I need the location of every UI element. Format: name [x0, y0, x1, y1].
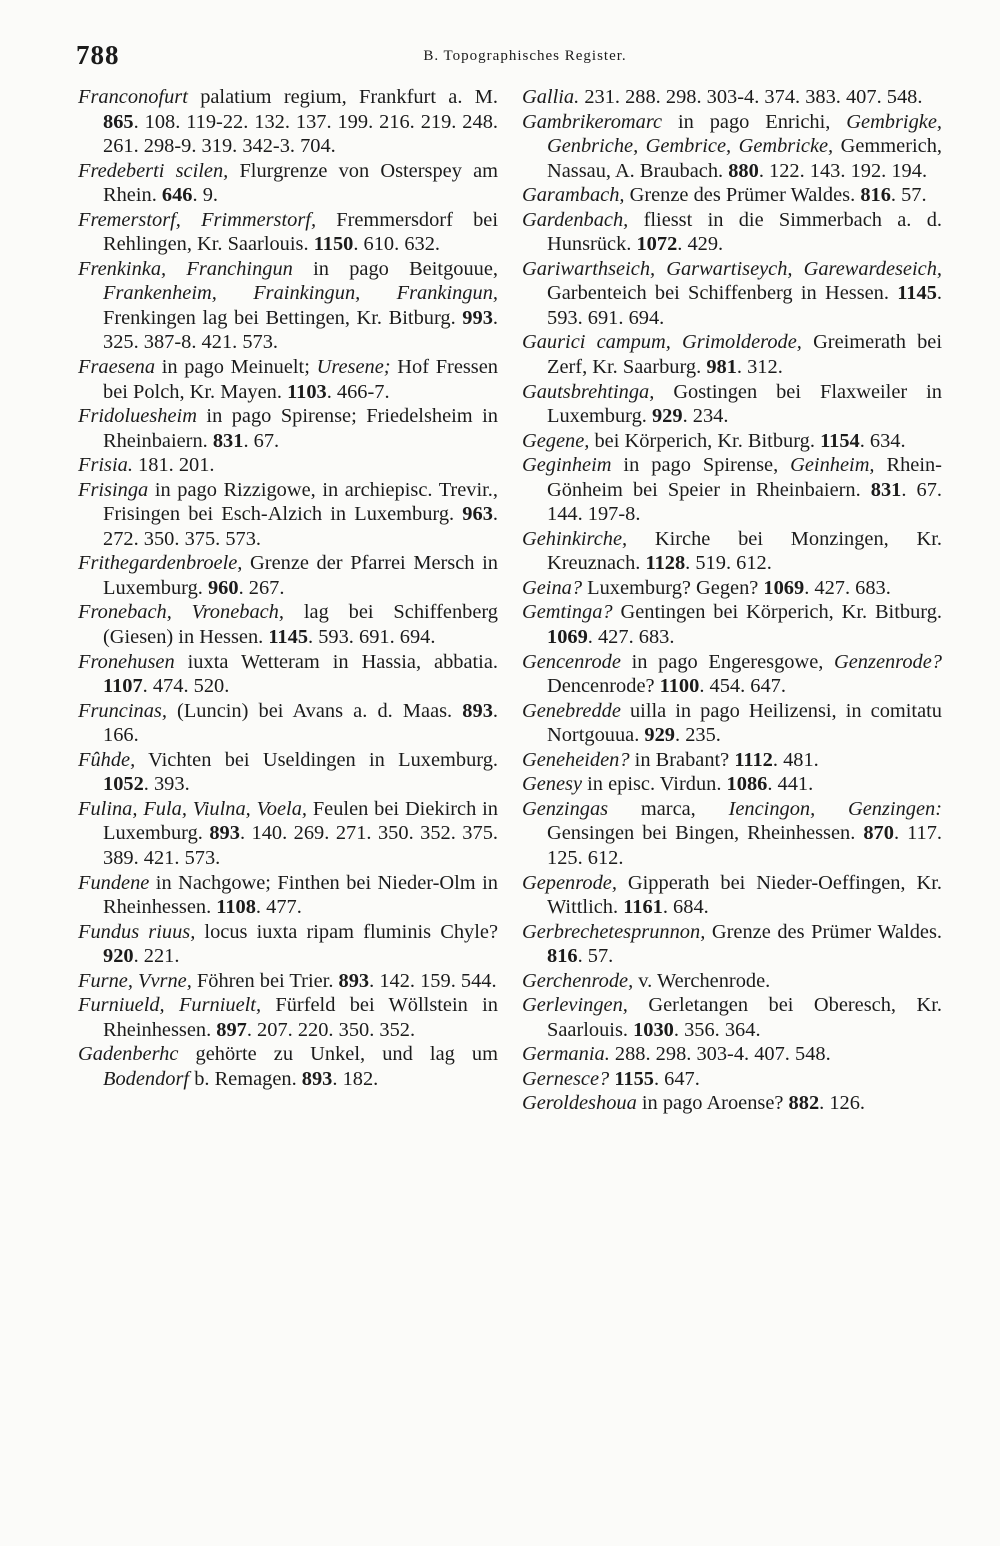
index-entry: [522, 699, 942, 748]
variant-name: Bodendorf: [103, 1067, 190, 1090]
entry-headword: Franconofurt: [78, 86, 188, 108]
entry-headword: Gambrikeromarc: [522, 110, 663, 133]
entry-text: Gerletangen bei Oberesch, Kr. Saarlouis.: [547, 994, 942, 1041]
entry-text: Garbenteich bei Schiffenberg in Hessen.: [547, 282, 898, 305]
entry-headword: Furne, Vvrne,: [78, 969, 192, 992]
entry-headword: Gautsbrehtinga,: [522, 380, 655, 403]
entry-text: Kirche bei Monzingen, Kr. Kreuznach.: [547, 527, 942, 575]
entry-text: marca,: [608, 797, 729, 820]
index-entry: [522, 748, 942, 773]
document-number: 993: [462, 306, 493, 329]
entry-text: . 325. 387-8. 421. 573.: [103, 306, 498, 354]
entry-text: . 519. 612.: [685, 552, 772, 575]
entry-text: b. Remagen.: [189, 1067, 302, 1090]
entry-text: . 67.: [243, 429, 280, 452]
entry-text: in pago Beitgouue,: [292, 257, 498, 280]
entry-headword: Gallia.: [522, 86, 580, 108]
entry-text: . 9.: [192, 184, 218, 207]
entry-text: Frenkingen lag bei Bettingen, Kr. Bitburg.: [103, 306, 463, 329]
entry-text: . 182.: [332, 1067, 379, 1090]
entry-text: . 593. 691. 694.: [308, 626, 436, 649]
entry-headword: Geginheim: [522, 454, 612, 477]
entry-text: Grenze des Prümer Waldes.: [624, 184, 861, 207]
document-number: 1145: [897, 282, 937, 305]
entry-text: . 427. 683.: [804, 576, 891, 599]
entry-text: . 67. 144. 197-8.: [547, 478, 942, 526]
entry-text: 288. 298. 303-4. 407. 548.: [609, 1043, 831, 1066]
index-entry: [522, 772, 942, 797]
index-entry: [78, 920, 498, 969]
right-column: [522, 85, 942, 1116]
entry-headword: Gernesce?: [522, 1067, 610, 1090]
entry-text: . 108. 119-22. 132. 137. 199. 216. 219. 248. 261. 298-9. 319. 342-3. 704.: [103, 110, 498, 158]
index-entry: [78, 797, 498, 871]
entry-headword: Geneheiden?: [522, 748, 630, 771]
entry-text: . 593. 691. 694.: [547, 282, 942, 329]
variant-name: Geinheim,: [790, 454, 875, 477]
document-number: 1150: [313, 233, 354, 256]
entry-text: in pago Enrichi,: [662, 110, 847, 133]
entry-text: . 356. 364.: [673, 1018, 761, 1041]
page-number: 788: [76, 40, 120, 70]
document-number: 646: [161, 184, 193, 207]
entry-text: . 267.: [238, 576, 285, 599]
document-number: 1103: [287, 380, 327, 403]
entry-text: Föhren bei Trier.: [191, 969, 339, 992]
entry-text: . 122. 143. 192. 194.: [758, 159, 928, 182]
entry-text: . 312.: [736, 356, 783, 379]
document-number: 1107: [103, 675, 143, 698]
entry-text: . 57.: [577, 945, 614, 968]
entry-text: lag bei Schiffenberg (Giesen) in Hessen.: [103, 601, 499, 649]
entry-headword: Fremerstorf, Frimmerstorf,: [78, 208, 317, 231]
document-number: 1128: [645, 552, 686, 575]
entry-text: 231. 288. 298. 303-4. 374. 383. 407. 548.: [579, 86, 923, 108]
entry-text: fliesst in die Simmerbach a. d. Hunsrück.: [547, 208, 942, 256]
entry-headword: Fundus riuus,: [78, 920, 196, 943]
entry-headword: Gehinkirche,: [522, 527, 628, 550]
entry-text: in pago Meinuelt;: [155, 356, 317, 379]
index-entry: [522, 969, 942, 994]
entry-headword: Fulina, Fula, Viulna, Voela,: [78, 797, 307, 820]
document-number: 920: [103, 945, 134, 968]
entry-headword: Garambach,: [522, 184, 625, 207]
entry-headword: Fronehusen: [78, 650, 175, 673]
document-number: 963: [462, 503, 493, 526]
entry-text: . 610. 632.: [353, 233, 441, 256]
entry-text: Grenze der Pfarrei Mersch in Luxemburg.: [103, 552, 498, 599]
entry-text: Flurgrenze von Osterspey am Rhein.: [103, 159, 498, 207]
entry-headword: Gerchenrode,: [522, 969, 634, 992]
entry-text: . 272. 350. 375. 573.: [103, 503, 498, 550]
entry-text: Gensingen bei Bingen, Rheinhessen.: [547, 822, 864, 845]
entry-headword: Geroldeshoua: [522, 1092, 637, 1115]
entry-text: gehörte zu Unkel, und lag um: [178, 1043, 498, 1066]
entry-headword: Genesy: [522, 773, 583, 796]
index-entry: [78, 871, 498, 920]
index-entry: [78, 699, 498, 748]
entry-text: in pago Rizzigowe, in archiepisc. Trevir., Frisingen bei Esch-Alzich in Luxemburg.: [103, 478, 498, 526]
document-number: 929: [651, 405, 683, 428]
entry-text: Greimerath bei Zerf, Kr. Saarburg.: [547, 331, 943, 379]
entry-text: . 140. 269. 271. 350. 352. 375. 389. 421. 573.: [103, 822, 498, 869]
index-entry: [78, 600, 498, 649]
document-number: 1154: [820, 429, 860, 452]
running-title: B. Topographisches Register.: [423, 48, 627, 64]
entry-headword: Frisinga: [78, 478, 149, 501]
entry-text: Gemmerich, Nassau, A. Braubach.: [547, 135, 942, 182]
entry-text: locus iuxta ripam fluminis Chyle?: [195, 920, 498, 943]
entry-text: in Nachgowe; Finthen bei Nieder-Olm in Rheinhessen.: [103, 871, 498, 919]
entry-text: . 235.: [675, 724, 721, 747]
entry-headword: Gerbrechetesprunnon,: [522, 920, 706, 943]
document-number: 960: [207, 576, 239, 599]
entry-text: Feulen bei Diekirch in Luxemburg.: [103, 797, 498, 845]
entry-text: . 477.: [255, 896, 302, 919]
entry-text: 181. 201.: [132, 454, 215, 477]
entry-text: . 221.: [133, 945, 180, 968]
document-number: 1069: [547, 626, 588, 649]
entry-text: in pago Spirense; Friedelsheim in Rheinbaiern.: [103, 405, 498, 452]
document-number: 880: [728, 159, 759, 182]
document-number: 897: [216, 1018, 247, 1041]
index-entry: [78, 208, 498, 257]
variant-name: Frankenheim, Frainkingun, Frankingun,: [103, 282, 498, 305]
index-entry: [78, 85, 498, 159]
index-entry: [522, 208, 942, 257]
entry-text: . 454. 647.: [699, 675, 786, 698]
entry-headword: Geina?: [522, 576, 583, 599]
entry-text: . 647.: [653, 1067, 700, 1090]
document-number: 831: [870, 478, 902, 501]
index-entry: [78, 1042, 498, 1091]
document-number: 831: [212, 429, 244, 452]
entry-text: in pago Engeresgowe,: [620, 650, 835, 673]
entry-text: . 684.: [662, 896, 709, 919]
entry-text: in pago Spirense,: [611, 454, 791, 477]
document-number: 1161: [623, 896, 663, 919]
entry-headword: Gemtinga?: [522, 601, 613, 624]
entry-text: . 117. 125. 612.: [547, 822, 942, 869]
document-number: 865: [103, 110, 134, 133]
entry-headword: Gegene,: [522, 429, 590, 452]
document-number: 893: [462, 699, 493, 722]
index-entry: [522, 257, 942, 331]
entry-text: Hof Fressen bei Polch, Kr. Mayen.: [103, 356, 498, 403]
index-entry: [522, 797, 942, 871]
document-number: 929: [644, 724, 675, 747]
entry-text: in Brabant?: [629, 748, 735, 771]
entry-text: v. Werchenrode.: [633, 969, 771, 992]
entry-text: . 393.: [143, 773, 190, 796]
index-entry: [522, 183, 942, 208]
entry-text: Luxemburg? Gegen?: [582, 576, 764, 599]
entry-headword: Frisia.: [78, 454, 133, 477]
variant-name: Genzenrode?: [834, 650, 942, 673]
index-entry: [78, 748, 498, 797]
document-number: 893: [209, 822, 240, 845]
entry-text: . 126.: [819, 1092, 866, 1115]
entry-text: . 634.: [859, 429, 906, 452]
entry-text: Dencenrode?: [547, 675, 660, 698]
entry-text: . 481.: [772, 748, 819, 771]
index-entry: [522, 453, 942, 527]
entry-text: (Luncin) bei Avans a. d. Maas.: [166, 699, 463, 722]
index-entry: [522, 871, 942, 920]
document-number: 1052: [103, 773, 144, 796]
document-number: 1030: [633, 1018, 674, 1041]
document-number: 870: [863, 822, 894, 845]
index-entry: [522, 1042, 942, 1067]
entry-text: . 207. 220. 350. 352.: [246, 1018, 416, 1041]
index-entry: [78, 650, 498, 699]
document-number: 1069: [763, 576, 805, 599]
entry-headword: Gardenbach,: [522, 208, 629, 231]
entry-headword: Gerlevingen,: [522, 994, 628, 1017]
document-number: 1072: [636, 233, 678, 256]
entry-headword: Fredeberti scilen,: [78, 159, 229, 182]
index-entry: [78, 969, 498, 994]
left-column: [78, 85, 498, 1091]
entry-headword: Fûhde,: [78, 748, 136, 771]
document-number: 981: [706, 356, 737, 379]
index-entry: [522, 1091, 942, 1116]
entry-text: Rhein-Gönheim bei Speier in Rheinbaiern.: [547, 454, 942, 501]
document-number: 893: [338, 969, 370, 992]
entry-text: Gipperath bei Nieder-Oeffingen, Kr. Wittlich.: [547, 871, 942, 919]
entry-text: iuxta Wetteram in Hassia, abbatia.: [174, 650, 498, 673]
index-entry: [522, 993, 942, 1042]
entry-headword: Furniueld, Furniuelt,: [78, 994, 262, 1017]
entry-headword: Germania.: [522, 1043, 610, 1066]
index-entry: [78, 159, 498, 208]
entry-headword: Gepenrode,: [522, 871, 617, 894]
variant-name: Uresene;: [316, 356, 391, 379]
document-number: 1100: [659, 675, 700, 698]
index-entry: [522, 920, 942, 969]
page-header: [70, 40, 940, 80]
index-entry: [522, 1067, 942, 1092]
entry-text: Fürfeld bei Wöllstein in Rheinhessen.: [103, 994, 498, 1041]
entry-headword: Frithegardenbroele,: [78, 552, 243, 575]
index-entry: [522, 600, 942, 649]
entry-text: Vichten bei Useldingen in Luxemburg.: [135, 748, 498, 771]
entry-text: bei Körperich, Kr. Bitburg.: [589, 429, 821, 452]
document-number: 1086: [726, 773, 768, 796]
index-entry: [522, 650, 942, 699]
variant-name: Gembrigke, Genbriche, Gembrice, Gembricke,: [547, 110, 942, 158]
entry-headword: Gencenrode: [522, 650, 621, 673]
index-entry: [78, 993, 498, 1042]
index-entry: [78, 404, 498, 453]
entry-text: . 474. 520.: [142, 675, 230, 698]
entry-text: . 466-7.: [326, 380, 390, 403]
entry-text: in pago Aroense?: [636, 1092, 789, 1115]
entry-headword: Gariwarthseich, Garwartiseych, Garewardeseich,: [522, 257, 942, 280]
entry-text: . 441.: [767, 773, 814, 796]
index-entry: [522, 429, 942, 454]
entry-headword: Fundene: [78, 871, 150, 894]
index-entry: [78, 257, 498, 355]
document-number: 816: [860, 184, 891, 207]
entry-headword: Fridoluesheim: [78, 405, 197, 428]
document-number: 893: [301, 1067, 333, 1090]
entry-text: Gentingen bei Körperich, Kr. Bitburg.: [612, 601, 942, 624]
index-entry: [522, 527, 942, 576]
document-number: 882: [788, 1092, 820, 1115]
document-number: 1155: [614, 1067, 654, 1090]
entry-text: . 57.: [890, 184, 927, 207]
entry-headword: Gaurici campum, Grimolderode,: [522, 331, 802, 354]
entry-text: . 234.: [682, 405, 729, 428]
entry-text: in episc. Virdun.: [582, 773, 727, 796]
entry-text: palatium regium, Frankfurt a. M.: [187, 86, 498, 108]
entry-text: . 429.: [677, 233, 724, 256]
index-entry: [522, 380, 942, 429]
document-number: 1108: [216, 896, 256, 919]
index-entry: [522, 110, 942, 184]
entry-headword: Genzingas: [522, 797, 609, 820]
index-entry: [78, 355, 498, 404]
document-number: 816: [547, 945, 578, 968]
index-entry: [78, 478, 498, 552]
entry-text: . 427. 683.: [587, 626, 675, 649]
entry-text: Fremmersdorf bei Rehlingen, Kr. Saarlouis.: [103, 208, 498, 256]
index-entry: [78, 551, 498, 600]
entry-text: uilla in pago Heilizensi, in comitatu Nortgouua.: [547, 699, 942, 747]
entry-text: . 142. 159. 544.: [369, 969, 497, 992]
index-entry: [522, 85, 942, 110]
index-entry: [522, 330, 942, 379]
document-number: 1145: [268, 626, 309, 649]
entry-headword: Fronebach, Vronebach,: [78, 601, 284, 624]
index-entry: [78, 453, 498, 478]
entry-headword: Frenkinka, Franchingun: [78, 257, 293, 280]
document-number: 1112: [734, 748, 773, 771]
entry-headword: Fruncinas,: [78, 699, 167, 722]
variant-name: Iencingon, Genzingen:: [728, 797, 942, 820]
entry-headword: Fraesena: [78, 356, 156, 379]
entry-headword: Gadenberhc: [78, 1043, 179, 1066]
entry-text: Gostingen bei Flaxweiler in Luxemburg.: [547, 380, 942, 428]
entry-text: . 166.: [103, 699, 498, 747]
index-entry: [522, 576, 942, 601]
entry-headword: Genebredde: [522, 699, 621, 722]
entry-text: Grenze des Prümer Waldes.: [705, 920, 942, 943]
